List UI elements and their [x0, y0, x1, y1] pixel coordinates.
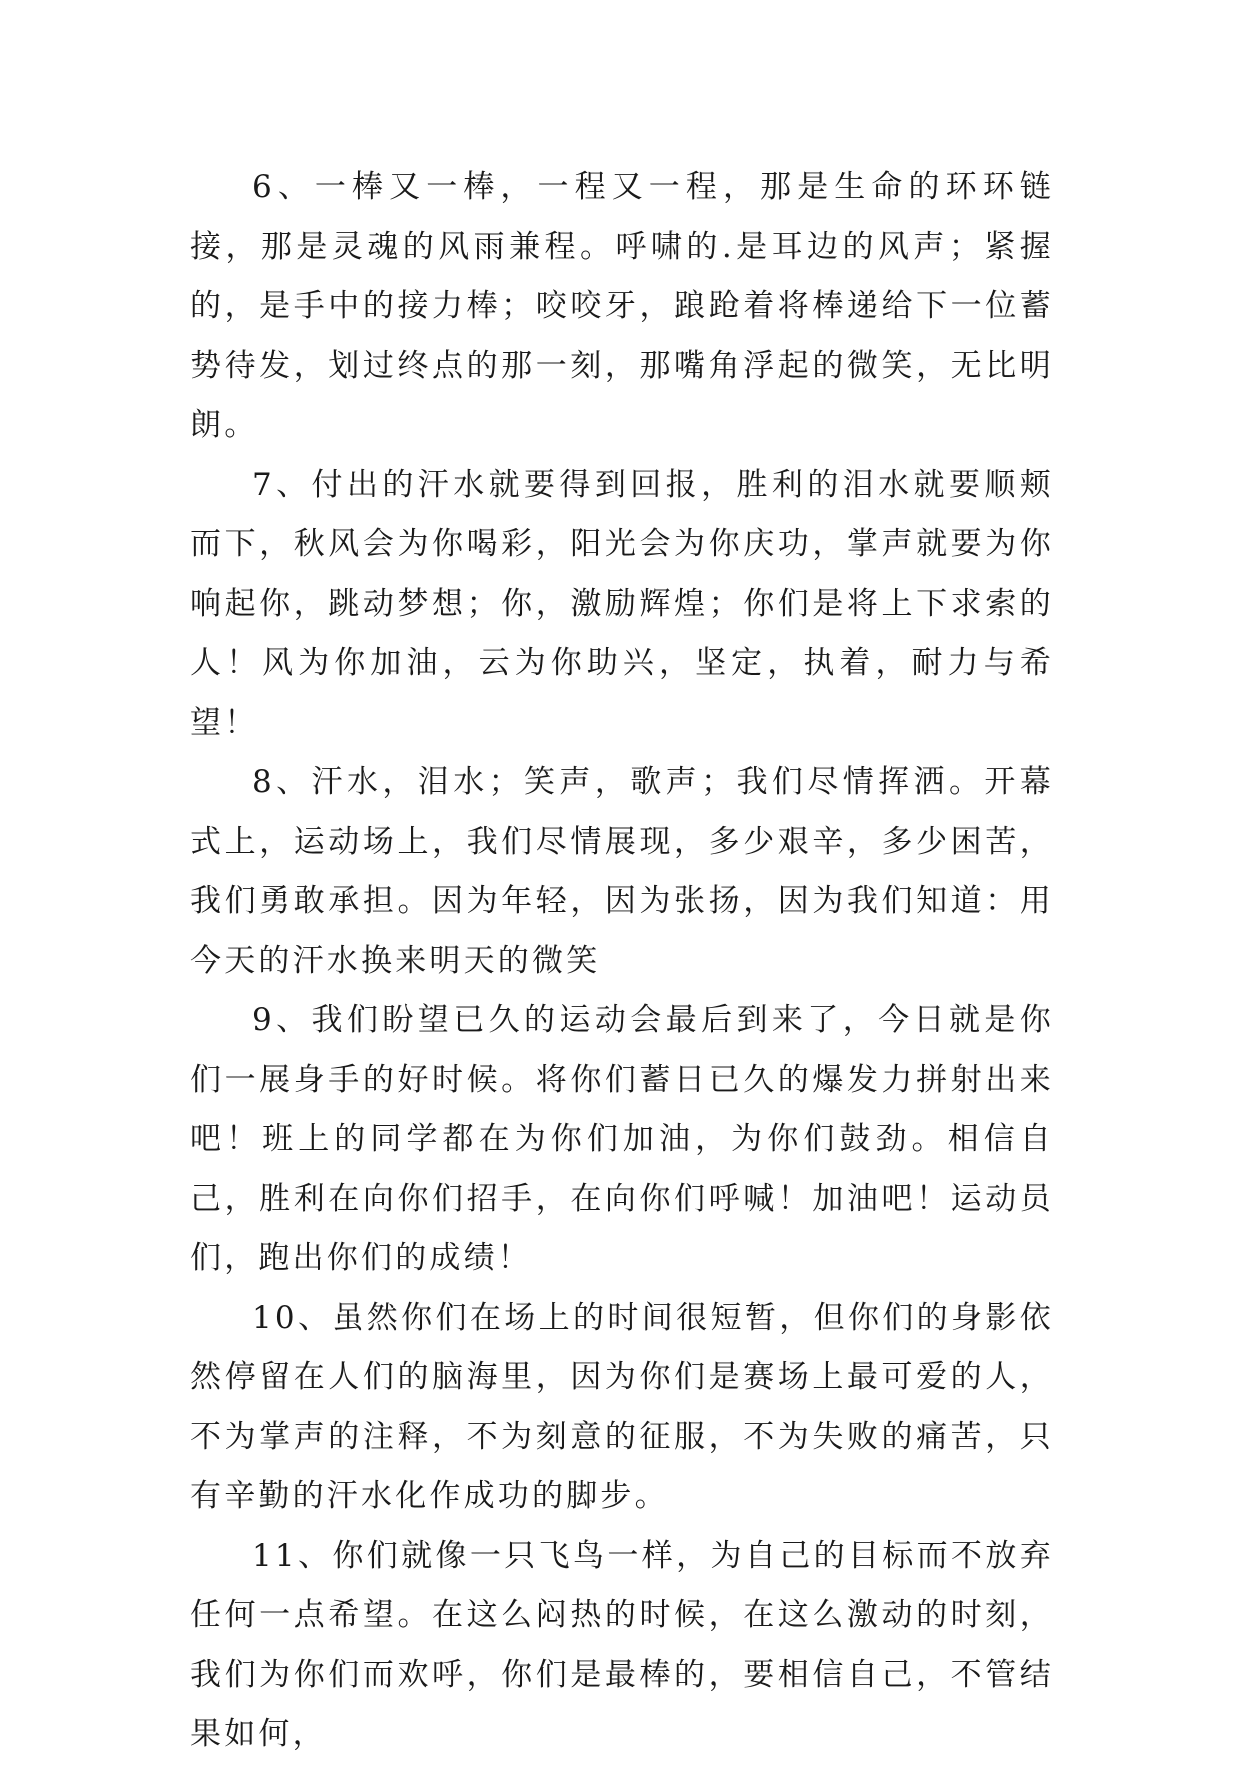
paragraph-10: 10、虽然你们在场上的时间很短暂，但你们的身影依然停留在人们的脑海里，因为你们是赛场上最可爱的人，不为掌声的注释，不为刻意的征服，不为失败的痛苦，只有辛勤的汗水化作成功的脚步。 — [190, 1299, 1054, 1514]
paragraph-6: 6、一棒又一棒，一程又一程，那是生命的环环链接，那是灵魂的风雨兼程。呼啸的.是耳边的风声；紧握的，是手中的接力棒；咬咬牙，踉跄着将棒递给下一位蓄势待发，划过终点的那一刻，那嘴角浮起的微笑，无比明朗。 — [190, 169, 1054, 443]
paragraph-9: 9、我们盼望已久的运动会最后到来了，今日就是你们一展身手的好时候。将你们蓄日已久的爆发力拼射出来吧！班上的同学都在为你们加油，为你们鼓劲。相信自己，胜利在向你们招手，在向你们呼喊！加油吧！运动员们，跑出你们的成绩！ — [190, 1002, 1054, 1276]
paragraph-8: 8、汗水，泪水；笑声，歌声；我们尽情挥洒。开幕式上，运动场上，我们尽情展现，多少艰辛，多少困苦，我们勇敢承担。因为年轻，因为张扬，因为我们知道：用今天的汗水换来明天的微笑 — [190, 764, 1054, 979]
paragraph-11: 11、你们就像一只飞鸟一样，为自己的目标而不放弃任何一点希望。在这么闷热的时候，在这么激动的时刻，我们为你们而欢呼，你们是最棒的，要相信自己，不管结果如何， — [190, 1537, 1054, 1752]
paragraph-7: 7、付出的汗水就要得到回报，胜利的泪水就要顺颊而下，秋风会为你喝彩，阳光会为你庆功，掌声就要为你响起你，跳动梦想；你，激励辉煌；你们是将上下求索的人！风为你加油，云为你助兴，坚定，执着，耐力与希望！ — [190, 466, 1054, 741]
document-body — [190, 158, 1054, 1765]
